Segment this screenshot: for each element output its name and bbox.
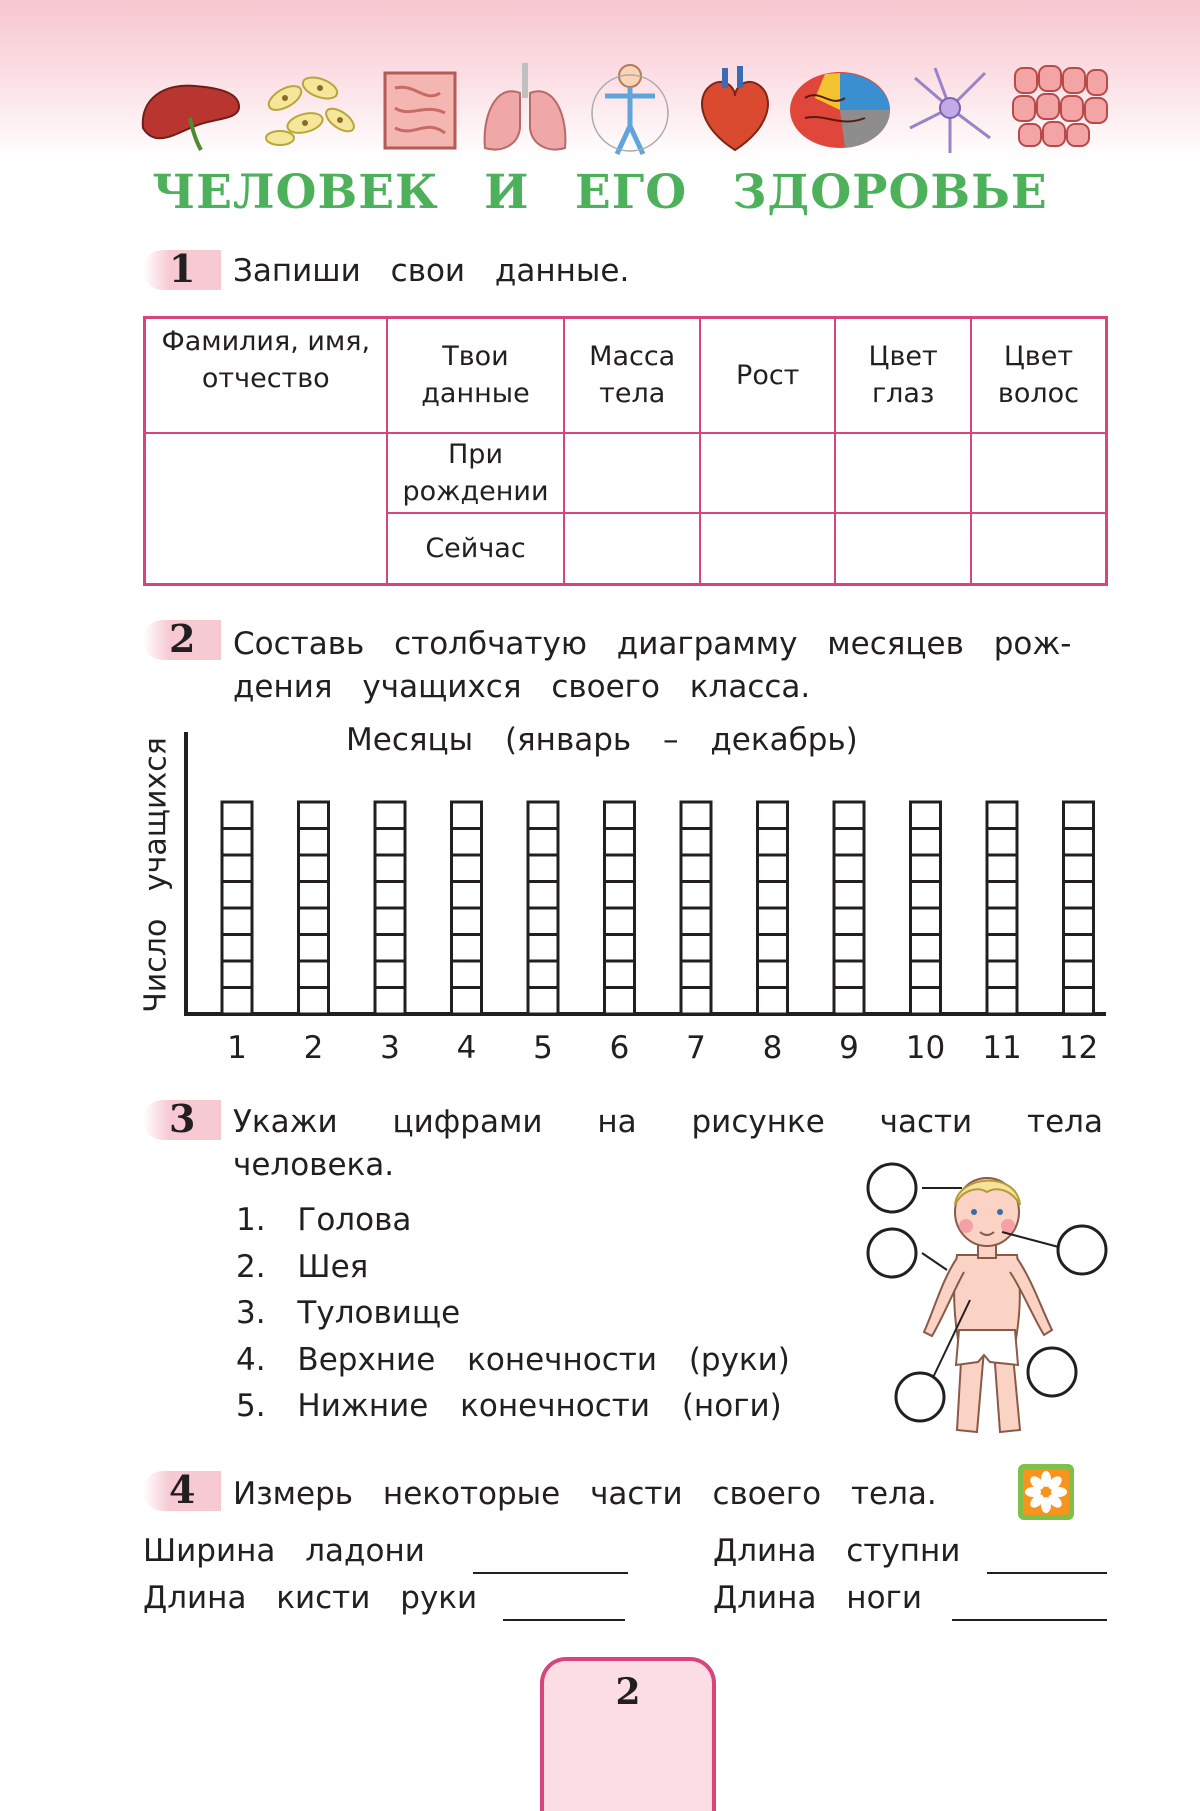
chart-grid-cell[interactable] (222, 988, 252, 1015)
chart-grid-cell[interactable] (758, 961, 788, 988)
chart-grid-cell[interactable] (987, 802, 1017, 829)
chart-column-6[interactable] (605, 802, 635, 1014)
chart-column-5[interactable] (528, 802, 558, 1014)
chart-grid-cell[interactable] (1064, 935, 1094, 962)
chart-grid-cell[interactable] (834, 908, 864, 935)
chart-grid-cell[interactable] (299, 961, 329, 988)
task-number: 4 (169, 1467, 196, 1512)
header-body-mass: Масса тела (564, 318, 700, 433)
input-cell[interactable] (564, 513, 700, 585)
answer-circle (868, 1229, 916, 1277)
chart-x-tick-label: 10 (905, 1030, 946, 1066)
input-cell[interactable] (971, 513, 1107, 585)
input-cell[interactable] (835, 433, 970, 513)
chart-grid-cell[interactable] (375, 961, 405, 988)
liver-icon (135, 58, 245, 158)
chart-column-8[interactable] (758, 802, 788, 1014)
chart-grid-cell[interactable] (1064, 961, 1094, 988)
header-eye-color: Цвет глаз (835, 318, 970, 433)
chart-grid-cell[interactable] (452, 935, 482, 962)
input-cell[interactable] (971, 433, 1107, 513)
chart-column-3[interactable] (375, 802, 405, 1014)
chart-grid-cell[interactable] (911, 935, 941, 962)
chart-grid-cell[interactable] (528, 882, 558, 909)
task-instruction-line2: человека. (233, 1147, 395, 1183)
task-number: 2 (169, 616, 196, 661)
chart-grid-cell[interactable] (987, 855, 1017, 882)
chart-grid-cell[interactable] (681, 802, 711, 829)
body-parts-list (236, 1197, 790, 1430)
task-number: 3 (169, 1096, 196, 1141)
chart-grid-cell[interactable] (222, 935, 252, 962)
chart-grid-cell[interactable] (605, 935, 635, 962)
chart-grid-cell[interactable] (758, 882, 788, 909)
chart-grid-cell[interactable] (911, 802, 941, 829)
page-number-tab (540, 1657, 716, 1811)
chart-x-tick-label: 11 (982, 1030, 1022, 1066)
answer-circle (1058, 1226, 1106, 1274)
chart-column-10[interactable] (911, 802, 941, 1014)
chart-grid-cell[interactable] (987, 961, 1017, 988)
chart-grid-cell[interactable] (681, 882, 711, 909)
chart-grid-cell[interactable] (605, 988, 635, 1015)
leg-length-answer-line[interactable] (952, 1619, 1107, 1621)
neuron-icon (895, 58, 1005, 158)
chart-grid-cell[interactable] (605, 961, 635, 988)
task-instruction-line2: дения учащихся своего класса. (233, 669, 811, 705)
hand-length-label: Длина кисти руки (143, 1580, 478, 1616)
chart-column-7[interactable] (681, 802, 711, 1014)
header-hair-color: Цвет волос (971, 318, 1107, 433)
chart-grid-cell[interactable] (452, 882, 482, 909)
chart-grid-cell[interactable] (834, 855, 864, 882)
chart-grid-cell[interactable] (299, 855, 329, 882)
lungs-icon (470, 58, 580, 158)
chart-x-tick-label: 1 (227, 1030, 247, 1066)
chart-grid-cell[interactable] (681, 935, 711, 962)
chart-grid-cell[interactable] (1064, 829, 1094, 856)
chart-grid-cell[interactable] (681, 908, 711, 935)
chart-column-1[interactable] (222, 802, 252, 1014)
chart-grid-cell[interactable] (605, 802, 635, 829)
chart-grid-cell[interactable] (452, 961, 482, 988)
chart-grid-cell[interactable] (911, 908, 941, 935)
page-title: ЧЕЛОВЕК И ЕГО ЗДОРОВЬЕ (152, 165, 1048, 220)
chart-grid-cell[interactable] (299, 935, 329, 962)
chart-grid-cell[interactable] (987, 829, 1017, 856)
list-item: 1. Голова (236, 1202, 412, 1238)
chart-column-9[interactable] (834, 802, 864, 1014)
chart-grid-cell[interactable] (911, 829, 941, 856)
chart-grid-cell[interactable] (375, 935, 405, 962)
heart-icon (680, 58, 790, 158)
input-cell[interactable] (564, 433, 700, 513)
brain-icon (785, 58, 895, 158)
chart-column-11[interactable] (987, 802, 1017, 1014)
chart-grid-cell[interactable] (1064, 988, 1094, 1015)
chart-grid-cell[interactable] (299, 908, 329, 935)
human-body-icon (575, 58, 685, 158)
chart-grid-cell[interactable] (1064, 855, 1094, 882)
header-name: Фамилия, имя, отчество (145, 318, 387, 433)
hand-length-answer-line[interactable] (503, 1619, 625, 1621)
list-item: 5. Нижние конечности (ноги) (236, 1388, 782, 1424)
chart-grid-cell[interactable] (375, 908, 405, 935)
chart-grid-cell[interactable] (299, 802, 329, 829)
chart-grid-cell[interactable] (452, 829, 482, 856)
header-your-data: Твои данные (387, 318, 565, 433)
answer-circle (896, 1373, 944, 1421)
child-body-figure (862, 1150, 1112, 1450)
task-instruction-line1: Составь столбчатую диаграмму месяцев рож- (233, 626, 1072, 662)
chart-grid-cell[interactable] (605, 882, 635, 909)
chart-grid-cell[interactable] (834, 988, 864, 1015)
chart-x-tick-label: 9 (839, 1030, 859, 1066)
chart-grid-cell[interactable] (528, 908, 558, 935)
chart-grid-cell[interactable] (452, 855, 482, 882)
chart-grid-cell[interactable] (375, 802, 405, 829)
task-instruction-line1: Укажи цифрами на рисунке части тела (233, 1104, 1103, 1140)
chart-grid-cell[interactable] (605, 908, 635, 935)
chart-grid-cell[interactable] (299, 829, 329, 856)
list-item: 2. Шея (236, 1248, 369, 1285)
chart-title: Месяцы (январь – декабрь) (346, 722, 858, 758)
list-item: 4. Верхние конечности (руки) (236, 1341, 790, 1378)
chart-grid-cell[interactable] (834, 882, 864, 909)
chart-grid-cell[interactable] (681, 855, 711, 882)
intestine-icon (365, 58, 475, 158)
chart-grid-cell[interactable] (987, 935, 1017, 962)
chart-grid-cell[interactable] (222, 855, 252, 882)
chart-grid-cell[interactable] (758, 829, 788, 856)
answer-circle (1028, 1348, 1076, 1396)
chart-x-tick-label: 5 (533, 1030, 553, 1066)
chart-x-tick-label: 4 (456, 1030, 477, 1066)
chart-grid-cell[interactable] (452, 988, 482, 1015)
chart-column-2[interactable] (299, 802, 329, 1014)
foot-length-label: Длина ступни (713, 1533, 961, 1569)
chart-grid-cell[interactable] (299, 882, 329, 909)
task-number-badge (143, 1096, 221, 1141)
chart-grid-cell[interactable] (911, 882, 941, 909)
chart-grid-cell[interactable] (681, 829, 711, 856)
flower-icon (1018, 1464, 1074, 1520)
chart-grid-cell[interactable] (222, 908, 252, 935)
foot-length-answer-line[interactable] (987, 1572, 1107, 1574)
input-cell[interactable] (700, 513, 835, 585)
chart-grid-cell[interactable] (1064, 802, 1094, 829)
chart-grid-cell[interactable] (222, 961, 252, 988)
chart-grid-cell[interactable] (987, 908, 1017, 935)
bar-chart-grid (140, 720, 1140, 1020)
chart-x-tick-label: 7 (686, 1030, 706, 1066)
chart-x-tick-label: 6 (609, 1030, 630, 1066)
task-instruction: Измерь некоторые части своего тела. (233, 1476, 937, 1512)
chart-grid-cell[interactable] (834, 935, 864, 962)
chart-column-4[interactable] (452, 802, 482, 1014)
task-number-badge (143, 1467, 221, 1512)
chart-grid-cell[interactable] (758, 935, 788, 962)
chart-grid-cell[interactable] (987, 882, 1017, 909)
chart-grid-cell[interactable] (528, 961, 558, 988)
input-cell[interactable] (700, 433, 835, 513)
chart-grid-cell[interactable] (758, 802, 788, 829)
chart-column-12[interactable] (1064, 802, 1094, 1014)
chart-grid-cell[interactable] (375, 829, 405, 856)
chart-grid-cell[interactable] (605, 829, 635, 856)
palm-width-answer-line[interactable] (473, 1572, 628, 1574)
list-item: 3. Туловище (236, 1295, 461, 1331)
row-label-now: Сейчас (387, 513, 565, 585)
name-input-cell[interactable] (145, 433, 387, 585)
chart-grid-cell[interactable] (452, 802, 482, 829)
chart-grid-cell[interactable] (911, 855, 941, 882)
chart-grid-cell[interactable] (222, 829, 252, 856)
page-number: 2 (615, 1671, 641, 1713)
leg-length-label: Длина ноги (713, 1580, 922, 1616)
chart-grid-cell[interactable] (834, 829, 864, 856)
chart-grid-cell[interactable] (528, 935, 558, 962)
chart-grid-cell[interactable] (528, 829, 558, 856)
row-label-birth: При рождении (387, 433, 565, 513)
task-instruction: Запиши свои данные. (233, 253, 630, 289)
chart-grid-cell[interactable] (758, 988, 788, 1015)
chart-grid-cell[interactable] (758, 908, 788, 935)
chart-grid-cell[interactable] (911, 961, 941, 988)
chart-x-tick-label: 3 (380, 1030, 400, 1066)
organ-illustrations (135, 58, 1120, 158)
chart-grid-cell[interactable] (375, 855, 405, 882)
task-number: 1 (169, 246, 196, 291)
chart-grid-cell[interactable] (375, 882, 405, 909)
chart-grid-cell[interactable] (834, 802, 864, 829)
tissue-cells-icon (1005, 58, 1115, 158)
chart-grid-cell[interactable] (528, 988, 558, 1015)
chart-y-axis-label: Число учащихся (138, 737, 174, 1013)
chart-grid-cell[interactable] (681, 961, 711, 988)
chart-grid-cell[interactable] (1064, 908, 1094, 935)
chart-grid-cell[interactable] (222, 802, 252, 829)
chart-grid-cell[interactable] (1064, 882, 1094, 909)
task-number-badge (143, 246, 221, 291)
chart-grid-cell[interactable] (911, 988, 941, 1015)
chart-grid-cell[interactable] (528, 855, 558, 882)
chart-x-tick-label: 12 (1058, 1030, 1099, 1066)
cells-icon (255, 58, 365, 158)
answer-circle (868, 1164, 916, 1212)
chart-grid-cell[interactable] (452, 908, 482, 935)
chart-grid-cell[interactable] (681, 988, 711, 1015)
chart-x-tick-label: 2 (303, 1030, 324, 1066)
chart-x-tick-label: 8 (762, 1030, 783, 1066)
chart-grid-cell[interactable] (375, 988, 405, 1015)
chart-grid-cell[interactable] (528, 802, 558, 829)
input-cell[interactable] (835, 513, 970, 585)
task-number-badge (143, 616, 221, 661)
chart-grid-cell[interactable] (299, 988, 329, 1015)
chart-grid-cell[interactable] (758, 855, 788, 882)
chart-grid-cell[interactable] (987, 988, 1017, 1015)
chart-grid-cell[interactable] (605, 855, 635, 882)
header-height: Рост (700, 318, 835, 433)
chart-grid-cell[interactable] (222, 882, 252, 909)
palm-width-label: Ширина ладони (143, 1533, 425, 1569)
chart-grid-cell[interactable] (834, 961, 864, 988)
personal-data-table (143, 316, 1108, 586)
